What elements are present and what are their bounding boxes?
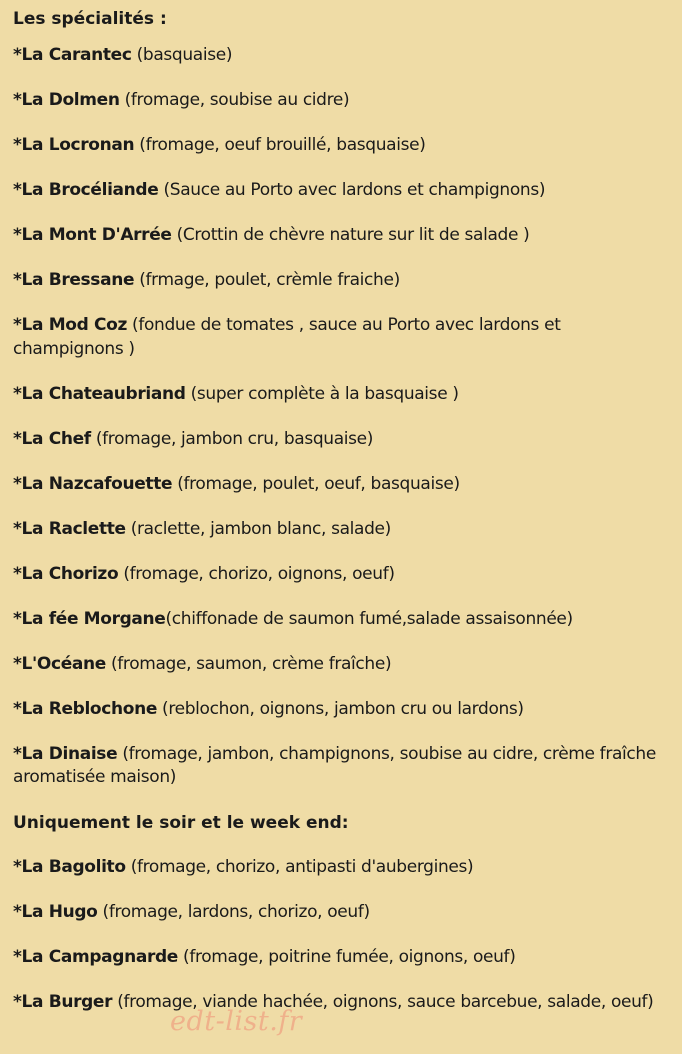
item-name: *La Mod Coz	[13, 315, 127, 335]
item-description: (fromage, soubise au cidre)	[119, 90, 350, 110]
item-description: (Sauce au Porto avec lardons et champignons)	[158, 180, 546, 200]
item-name: *La Hugo	[13, 902, 98, 922]
item-description: (fromage, saumon, crème fraîche)	[105, 653, 392, 674]
item-name: *La Nazcafouette	[13, 473, 173, 494]
list-item	[13, 269, 673, 293]
list-item	[13, 224, 673, 248]
item-name: *La Dolmen	[13, 90, 120, 110]
item-name: *La Carantec	[13, 45, 132, 65]
item-name: *La Chef	[13, 428, 91, 449]
list-item	[13, 608, 673, 632]
item-name: *La Brocéliande	[13, 180, 159, 200]
item-description: (Crottin de chèvre nature sur lit de salade )	[171, 225, 530, 245]
item-description: (chiffonade de saumon fumé,salade assaisonnée)	[165, 608, 573, 629]
item-description: (fromage, jambon, champignons, soubise au cidre, crème fraîche aromatisée maison)	[13, 743, 656, 787]
list-item	[13, 44, 673, 68]
soir-list	[13, 856, 673, 1015]
item-name: *La Raclette	[13, 518, 126, 539]
list-item	[13, 653, 673, 677]
list-item	[13, 901, 673, 925]
list-item	[13, 179, 673, 203]
item-name: *La Locronan	[13, 135, 135, 155]
watermark: edt-list.fr	[170, 1006, 303, 1037]
list-item	[13, 946, 673, 970]
item-name: *La Chorizo	[13, 563, 119, 584]
menu-page	[13, 7, 673, 1036]
specialites-heading: Les spécialités :	[13, 9, 167, 29]
list-item	[13, 991, 673, 1015]
item-description: (fromage, chorizo, antipasti d'aubergines)	[125, 857, 474, 877]
list-item	[13, 134, 673, 158]
list-item	[13, 89, 673, 113]
item-description: (fromage, poulet, oeuf, basquaise)	[172, 473, 460, 494]
item-description: (fromage, jambon cru, basquaise)	[90, 428, 374, 449]
item-name: *La Mont D'Arrée	[13, 225, 172, 245]
list-item	[13, 383, 673, 407]
item-description: (super complète à la basquaise )	[185, 383, 459, 404]
item-description: (basquaise)	[131, 45, 233, 65]
specialites-list	[13, 44, 673, 790]
list-item	[13, 698, 673, 722]
item-name: *La Burger	[13, 992, 113, 1012]
item-description: (fromage, chorizo, oignons, oeuf)	[118, 563, 395, 584]
item-description: (fondue de tomates , sauce au Porto avec lardons et champignons )	[13, 315, 561, 359]
item-description: (fromage, oeuf brouillé, basquaise)	[134, 135, 426, 155]
item-description: (fromage, lardons, chorizo, oeuf)	[97, 902, 370, 922]
item-name: *La Chateaubriand	[13, 383, 186, 404]
item-name: *La Dinaise	[13, 743, 118, 764]
list-item	[13, 856, 673, 880]
item-name: *La Bressane	[13, 270, 135, 290]
item-description: (frmage, poulet, crèmle fraiche)	[134, 270, 400, 290]
list-item	[13, 743, 673, 790]
item-description: (fromage, poitrine fumée, oignons, oeuf)	[178, 947, 516, 967]
item-description: (reblochon, oignons, jambon cru ou lardons)	[157, 698, 524, 719]
soir-heading: Uniquement le soir et le week end:	[13, 813, 349, 833]
list-item	[13, 428, 673, 452]
item-description: (fromage, viande hachée, oignons, sauce barcebue, salade, oeuf)	[112, 992, 654, 1012]
item-name: *La Bagolito	[13, 857, 126, 877]
list-item	[13, 563, 673, 587]
list-item	[13, 314, 673, 361]
item-description: (raclette, jambon blanc, salade)	[125, 518, 391, 539]
list-item	[13, 518, 673, 542]
item-name: *La Campagnarde	[13, 947, 178, 967]
item-name: *La Reblochone	[13, 698, 157, 719]
item-name: *L'Océane	[13, 653, 106, 674]
item-name: *La fée Morgane	[13, 608, 166, 629]
list-item	[13, 473, 673, 497]
